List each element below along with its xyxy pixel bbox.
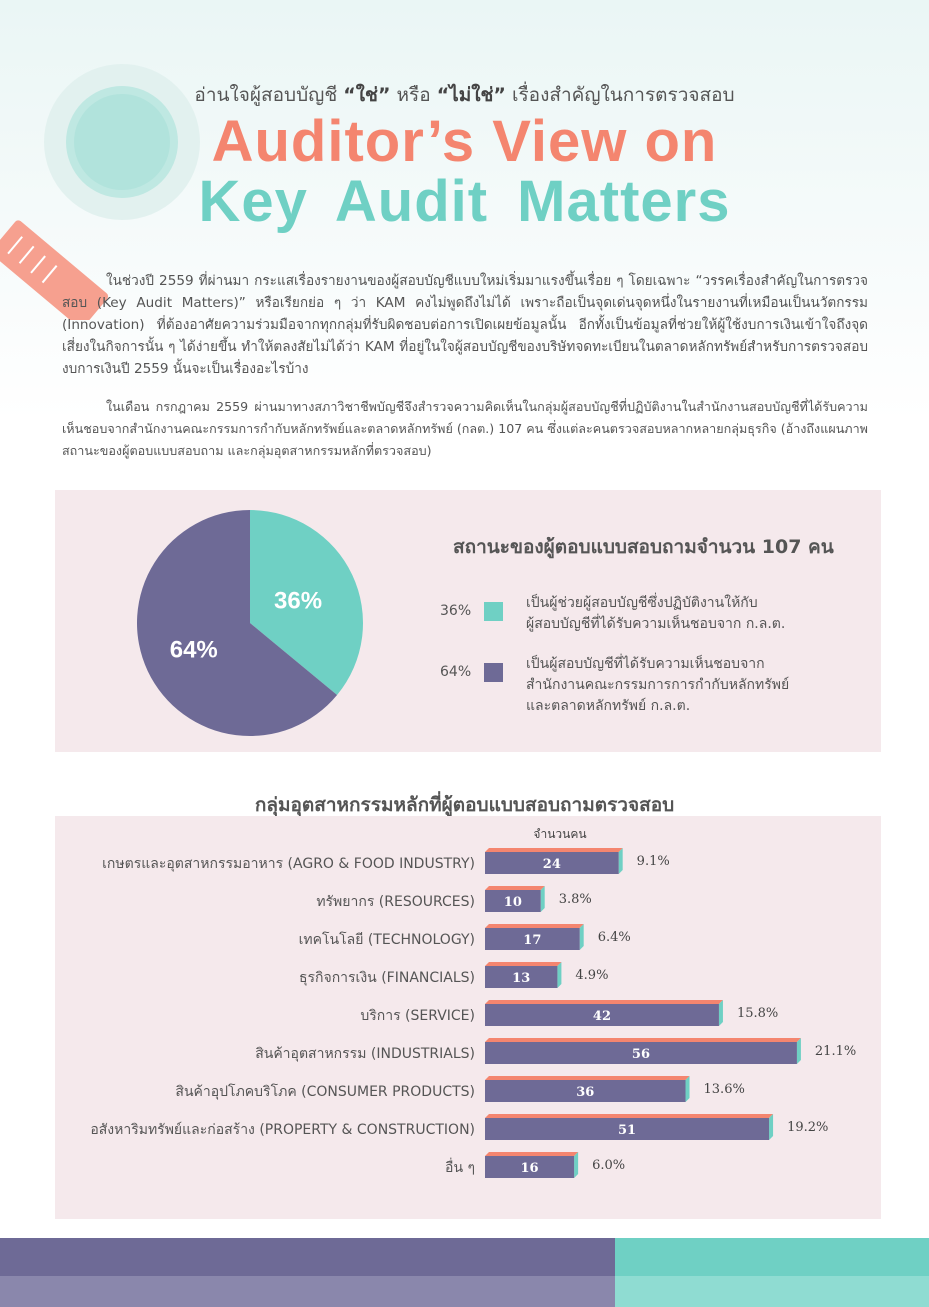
bar-top: [485, 1152, 578, 1156]
bar-top: [485, 1038, 801, 1042]
legend-text: เป็นผู้ช่วยผู้สอบบัญชีซึ่งปฏิบัติงานให้กับ ผู้สอบบัญชีที่ได้รับความเห็นชอบจาก ก.ล.ต.: [526, 595, 786, 632]
bar-value-label: 24: [542, 857, 561, 872]
bar-percent-label: 4.9%: [575, 968, 609, 983]
bar-side: [580, 924, 584, 950]
legend-percent: 36%: [440, 603, 472, 619]
bar-side: [719, 1000, 723, 1026]
footer-band: [0, 1238, 615, 1276]
bar-value-label: 16: [520, 1161, 539, 1176]
bar-percent-label: 13.6%: [703, 1082, 745, 1097]
bar-side: [541, 886, 545, 912]
legend-swatch-purple: [484, 663, 503, 682]
page-title-line2: Key Audit Matters: [198, 169, 731, 234]
footer-band: [615, 1238, 929, 1276]
category-label: บริการ (SERVICE): [360, 1008, 475, 1024]
legend-text: เป็นผู้สอบบัญชีที่ได้รับความเห็นชอบจาก สำนักงานคณะกรรมการการกำกับหลักทรัพย์ และตลาดหลักทรัพย์ ก.ล.ต.: [526, 656, 790, 714]
category-label: ธุรกิจการเงิน (FINANCIALS): [298, 970, 475, 986]
bar-side: [557, 962, 561, 988]
bar-top: [485, 848, 623, 852]
bar-side: [769, 1114, 773, 1140]
category-label: เทคโนโลยี (TECHNOLOGY): [298, 932, 475, 948]
legend-percent: 64%: [440, 664, 472, 680]
bar-value-label: 10: [503, 895, 522, 910]
pie-slice-label: 64%: [169, 636, 218, 664]
bar-percent-label: 15.8%: [736, 1006, 779, 1021]
bar-side: [686, 1076, 690, 1102]
bar-percent-label: 3.8%: [558, 892, 592, 907]
bar-top: [485, 924, 584, 928]
bar-percent-label: 21.1%: [814, 1044, 857, 1059]
bar-value-label: 56: [631, 1047, 651, 1062]
bar-chart: [55, 816, 881, 1219]
pie-chart-title: สถานะของผู้ตอบแบบสอบถามจำนวน 107 คน: [453, 536, 834, 558]
category-label: สินค้าอุปโภคบริโภค (CONSUMER PRODUCTS): [175, 1084, 475, 1100]
pie-chart-panel: [55, 490, 881, 752]
bar-side: [619, 848, 623, 874]
bar-percent-label: 9.1%: [636, 854, 670, 869]
bar-side: [574, 1152, 578, 1178]
pie-slice-label: 36%: [274, 587, 323, 615]
bar-value-label: 51: [617, 1123, 637, 1138]
footer-band: [0, 1276, 615, 1307]
legend-swatch-teal: [484, 602, 503, 621]
bar-percent-label: 6.0%: [592, 1158, 626, 1173]
bar-top: [485, 1114, 773, 1118]
bar-value-label: 42: [592, 1009, 612, 1024]
category-label: อสังหาริมทรัพย์และก่อสร้าง (PROPERTY & CONSTRUCTION): [90, 1122, 475, 1138]
bar-top: [485, 1076, 690, 1080]
bar-side: [797, 1038, 801, 1064]
bar-top: [485, 886, 545, 890]
page-subtitle: อ่านใจผู้สอบบัญชี “ใช่” หรือ “ไม่ใช่” เรื่องสำคัญในการตรวจสอบ: [194, 84, 735, 106]
bar-value-label: 13: [512, 971, 531, 986]
bar-chart-title: กลุ่มอุตสาหกรรมหลักที่ผู้ตอบแบบสอบถามตรวจสอบ: [254, 794, 675, 816]
footer-band: [615, 1276, 929, 1307]
category-label: อื่น ๆ: [445, 1160, 475, 1176]
bar-value-label: 36: [576, 1085, 595, 1100]
bar-value-label: 17: [523, 933, 542, 948]
bar-percent-label: 19.2%: [787, 1120, 829, 1135]
bar-chart-panel: [55, 816, 881, 1219]
x-axis-label: จำนวนคน: [533, 827, 587, 841]
bar-top: [485, 962, 561, 966]
bar-top: [485, 1000, 723, 1004]
category-label: ทรัพยากร (RESOURCES): [316, 894, 475, 910]
survey-paragraph: ในเดือน กรกฎาคม 2559 ผ่านมาทางสภาวิชาชีพบัญชีจึงสำรวจความคิดเห็นในกลุ่มผู้สอบบัญชีที่ปฏิบัติงานในสำนักงานสอบบัญชีที่ได้รับความเห็นชอบจากสำนักงานคณะกรรมการกำกับหลักทรัพย์และตลาดหลักทรัพย์ (กลต.) 107 คน ซึ่งแต่ละคนตรวจสอบหลากหลายกลุ่มธุรกิจ (อ้างถึงแผนภาพ สถานะของผู้ตอบแบบสอบถาม และกลุ่มอุตสาหกรรมหลักที่ตรวจสอบ): [62, 399, 868, 458]
intro-paragraph: ในช่วงปี 2559 ที่ผ่านมา กระแสเรื่องรายงานของผู้สอบบัญชีแบบใหม่เริ่มมาแรงขึ้นเรื่อย ๆ โดยเฉพาะ “วรรคเรื่องสำคัญในการตรวจสอบ (Key Audit Matters)” หรือเรียกย่อ ๆ ว่า KAM คงไม่พูดถึงไม่ได้ เพราะถือเป็นจุดเด่นจุดหนึ่งในรายงานที่เหมือนเป็นนวัตกรรม (Innovation) ที่ต้องอาศัยความร่วมมือจากทุกกลุ่มที่รับผิดชอบต่อการเปิดเผยข้อมูลนั้น อีกทั้งเป็นข้อมูลที่ช่วยให้ผู้ใช้งบการเงินเข้าใจถึงจุดเสี่ยงในกิจการนั้น ๆ ได้ง่ายขึ้น ทำให้ตลงสัยไม่ได้ว่า KAM ที่อยู่ในใจผู้สอบบัญชีของบริษัทจดทะเบียนในตลาดหลักทรัพย์สำหรับการตรวจสอบงบการเงินปี 2559 นั้นจะเป็นเรื่องอะไรบ้าง: [62, 273, 868, 377]
page-title-line1: Auditor’s View on: [211, 109, 718, 174]
bar-percent-label: 6.4%: [597, 930, 631, 945]
pie-chart: [135, 508, 365, 738]
category-label: เกษตรและอุตสาหกรรมอาหาร (AGRO & FOOD INDUSTRY): [102, 856, 475, 872]
category-label: สินค้าอุตสาหกรรม (INDUSTRIALS): [255, 1046, 475, 1062]
